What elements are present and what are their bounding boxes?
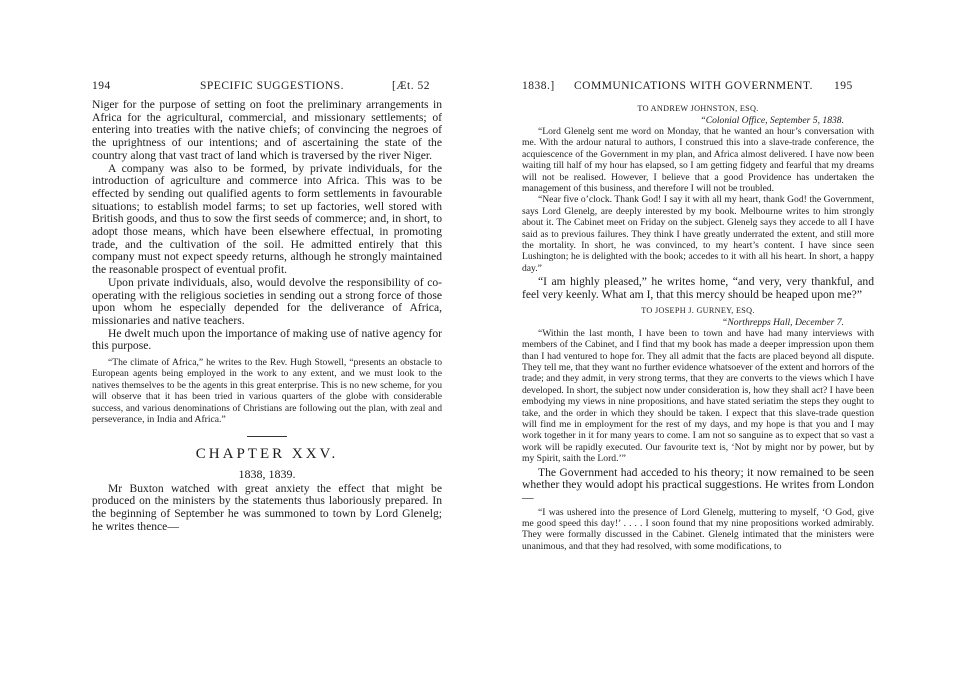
left-paragraph-4: He dwelt much upon the importance of making use of native agency for this purpose. (92, 326, 442, 353)
left-running-title: SPECIFIC SUGGESTIONS. (200, 80, 345, 92)
left-paragraph-1: Niger for the purpose of setting on foot the preliminary arrangements in Africa for the agricultural, commercial, and missionary settlements; of entering into treaties with the native chiefs; of convincing the negroes of the uprightness of our intentions; and of ascertaining the state of the country along that vast tract of land which is traversed by the river Niger. (92, 98, 442, 162)
right-running-title: COMMUNICATIONS WITH GOVERNMENT. (574, 80, 813, 92)
right-paragraph-1: “I am highly pleased,” he writes home, “and very, very thankful, and feel very keenly. What am I, that this mercy should be heaped upon me?” (522, 275, 874, 301)
left-paragraph-3: Upon private individuals, also, would devolve the responsibility of co-operating with the religious societies in sending out a strong force of those upon whom he especially depended for the deliverance of Africa, missionaries and native teachers. (92, 275, 442, 327)
letter-london: “I was ushered into the presence of Lord Glenelg, muttering to myself, ‘O God, give me good speed this day!’ . . . . I soon found that my nine propositions worked admirably. They were formally discussed in the Cabinet. Glenelg intimated that the ministers were unanimous, and that they had resolved, with some modifications, to (522, 506, 874, 552)
right-page (500, 0, 980, 697)
left-paragraph-2: A company was also to be formed, by private individuals, for the introduction of agriculture and commerce into Africa. This was to be effected by sending out qualified agents to form settlements in favourable situations; to establish model farms; to set up factories, well stored with British goods, and thus to sow the first seeds of commerce; and, in short, to adopt those means, which have been elsewhere effectual, in promoting trade, and the cultivation of the soil. He admitted entirely that this company must not expect speedy returns, although he strongly maintained the reasonable prospect of eventual profit. (92, 161, 442, 277)
left-page (0, 0, 480, 697)
letter-johnston-part-2: “Near five o’clock. Thank God! I say it with all my heart, thank God! the Government, says Lord Glenelg, are deeply interested by my book. Melbourne writes to him strongly about it. The Cabinet meet on Friday on the subject. Glenelg says they accede to all I have said as to previous failures. They think I have greatly underrated the extent, and still more the mortality. In short, he was convinced, to my heart’s content. I have since seen Lushington; he is delighted with the book; accedes to it with all his heart. In short, a happy day.” (522, 194, 874, 274)
right-body (522, 103, 874, 552)
left-quote: “The climate of Africa,” he writes to the Rev. Hugh Stowell, “presents an obstacle to European agents being employed in the work to any extent, and we must look to the natives themselves to be the agents in this great enterprise. This is no new scheme, for you will observe that it has been tried in various quarters of the globe with considerable success, and various denominations of Christians are following out the plan, with zeal and perseverance, in India and Africa.” (92, 357, 442, 426)
right-year-note: 1838.] (522, 80, 555, 92)
right-page-number: 195 (834, 80, 853, 92)
dateline-colonial-office: “Colonial Office, September 5, 1838. (700, 115, 844, 126)
section-rule (247, 436, 287, 437)
letter-gurney: “Within the last month, I have been to town and have had many interviews with members of the Cabinet, and I find that my book has made a deeper impression upon them than I had ventured to hope for. They all admit that the facts are placed beyond all dispute. They tell me, that they want no further evidence whatsoever of the extent and horrors of the trade; and they admit, in very strong terms, that they are converts to the views which I have developed. In short, the subject now under consideration is, how they shall act? I have been embodying my views in nine propositions, and have stated seriatim the steps they ought to take, and the order in which they should be taken. I expect that this slave-trade question will find me in employment for the rest of my days, and my hope is that you and I may work together in it for many years to come. I am not so sanguine as to expect that so vast a work will be rapidly executed. Our favourite text is, ‘Not by might nor by power, but by my Spirit, saith the Lord.’” (522, 327, 874, 465)
left-body (92, 99, 442, 533)
addressee-gurney: TO JOSEPH J. GURNEY, ESQ. (641, 305, 755, 315)
chapter-years: 1838, 1839. (238, 466, 296, 481)
left-paragraph-5: Mr Buxton watched with great anxiety the effect that might be produced on the ministers by the statements thus laboriously prepared. In the beginning of September he was summoned to town by Lord Glenelg; he writes thence— (92, 481, 442, 533)
letter-johnston-part-1: “Lord Glenelg sent me word on Monday, that he wanted an hour’s conversation with me. With the ardour natural to authors, I construed this into a slave-trade conference, the acquiescence of the Government in my plan, and Africa almost delivered. I have now been waiting till half of my hour has elapsed, so I am getting fidgety and fearful that my dreams will not be realised. However, I believe that a good Providence has undertaken the management of this business, and therefore I will not be troubled. (522, 126, 874, 195)
left-page-number: 194 (92, 80, 111, 92)
addressee-johnston: TO ANDREW JOHNSTON, ESQ. (637, 104, 759, 113)
right-page-header (500, 80, 980, 96)
right-paragraph-2: The Government had acceded to his theory; it now remained to be seen whether they would adopt his practical suggestions. He writes from London— (522, 465, 874, 504)
left-page-header (0, 80, 480, 96)
left-age-note: [Æt. 52 (392, 80, 430, 92)
dateline-northrepps: “Northrepps Hall, December 7. (722, 316, 844, 328)
chapter-title: CHAPTER XXV. (195, 445, 339, 462)
